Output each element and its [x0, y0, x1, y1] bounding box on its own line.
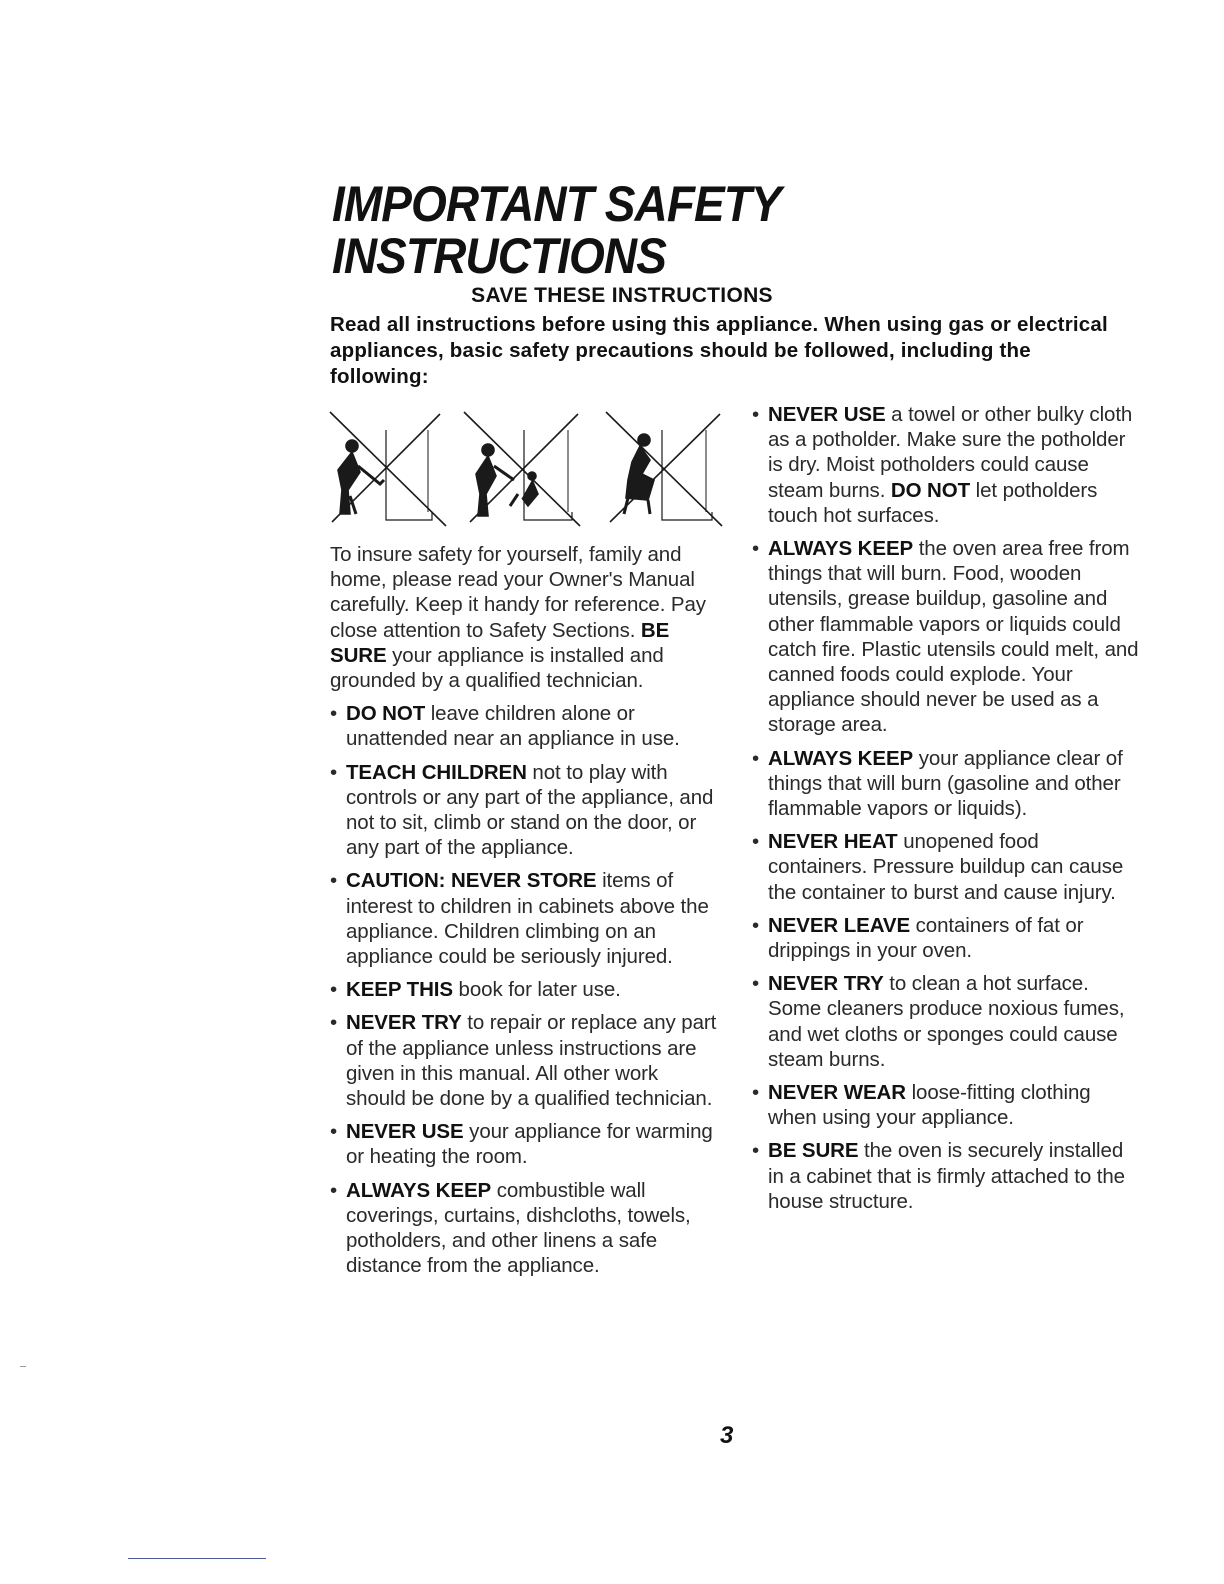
item-text: unopened food containers. Pressure buildup can cause the container to burst and cause injury. [768, 830, 1124, 904]
item-text: your appliance for warming or heating the room. [346, 1120, 713, 1169]
title-line-1: IMPORTANT SAFETY [332, 176, 781, 232]
page-number: 3 [720, 1422, 734, 1449]
bullet: • [752, 972, 760, 996]
footer-rule [128, 1558, 266, 1559]
safety-item-always-keep-oven-area [752, 536, 1142, 738]
safety-item-never-heat [752, 829, 1142, 905]
safety-item-never-leave [752, 913, 1142, 963]
item-text: book for later use. [452, 978, 621, 1002]
scan-mark [20, 1366, 26, 1367]
intro-lead-paragraph [330, 542, 720, 693]
item-text-2: let potholders touch hot surfaces. [768, 478, 1098, 527]
item-text: not to play with controls or any part of the appliance, and not to sit, climb or stand on the door, or any part of the appliance. [346, 760, 714, 860]
item-keyword: ALWAYS KEEP [768, 746, 914, 770]
safety-item-do-not-leave-children [330, 701, 720, 751]
prohibited-lean-on-door-icon [330, 412, 446, 526]
item-keyword: NEVER TRY [346, 1011, 462, 1035]
item-text: containers of fat or drippings in your oven. [768, 913, 1084, 963]
item-text: items of interest to children in cabinets above the appliance. Children climbing on an appliance could be seriously injured. [346, 869, 709, 969]
item-text: leave children alone or unattended near an appliance in use. [346, 702, 680, 751]
bullet: • [330, 1120, 338, 1144]
prohibited-sit-on-door-icon [606, 412, 722, 526]
safety-item-never-try-repair [330, 1010, 720, 1111]
item-text: the oven is securely installed in a cabinet that is firmly attached to the house structure. [768, 1139, 1125, 1213]
bullet: • [752, 746, 760, 770]
safety-item-always-keep-clear [752, 746, 1142, 822]
page-title [332, 178, 781, 282]
item-text: loose-fitting clothing when using your appliance. [768, 1081, 1091, 1130]
lead-text-1: To insure safety for yourself, family and home, please read your Owner's Manual carefully. Keep it handy for reference. Pay close attention to Safety Sections. [330, 543, 706, 642]
safety-item-never-try-clean [752, 971, 1142, 1072]
bullet: • [752, 537, 760, 561]
item-text: to repair or replace any part of the appliance unless instructions are given in this manual. All other work should be done by a qualified technician. [346, 1011, 717, 1111]
safety-item-keep-this-book [330, 977, 720, 1002]
safety-item-always-keep-combustibles [330, 1178, 720, 1279]
item-keyword: ALWAYS KEEP [768, 537, 914, 561]
lead-bold: BE SURE [330, 618, 670, 667]
item-text: your appliance clear of things that will burn (gasoline and other flammable vapors or liquids). [768, 746, 1123, 821]
item-keyword: ALWAYS KEEP [346, 1178, 492, 1202]
item-keyword: CAUTION: NEVER STORE [346, 869, 597, 893]
lead-text-2: your appliance is installed and grounded by a qualified technician. [330, 643, 664, 693]
save-instructions-heading: SAVE THESE INSTRUCTIONS [471, 284, 773, 307]
safety-item-never-store [330, 868, 720, 969]
item-keyword: NEVER HEAT [768, 830, 898, 854]
item-keyword: NEVER USE [346, 1120, 464, 1144]
item-keyword: NEVER WEAR [768, 1081, 906, 1105]
left-column [330, 542, 720, 1286]
bullet: • [330, 760, 338, 784]
bullet: • [752, 830, 760, 854]
title-line-2: INSTRUCTIONS [332, 228, 666, 284]
item-text: to clean a hot surface. Some cleaners produce noxious fumes, and wet cloths or sponges could cause steam burns. [768, 972, 1125, 1071]
bullet: • [330, 978, 338, 1002]
bullet: • [330, 869, 338, 893]
item-keyword-2: DO NOT [890, 478, 971, 502]
safety-item-never-use-towel [752, 402, 1142, 528]
bullet: • [752, 403, 760, 426]
bullet: • [330, 1011, 338, 1035]
item-keyword: KEEP THIS [346, 978, 453, 1002]
prohibited-child-climb-icon [464, 412, 580, 526]
item-keyword: BE SURE [768, 1139, 859, 1163]
item-keyword: TEACH CHILDREN [346, 760, 527, 784]
bullet: • [330, 1178, 338, 1202]
item-keyword: DO NOT [346, 702, 426, 726]
safety-item-never-wear [752, 1080, 1142, 1130]
bullet: • [752, 913, 760, 937]
safety-item-be-sure-installed [752, 1138, 1142, 1214]
bullet: • [752, 1139, 760, 1163]
safety-item-never-use-heating [330, 1119, 720, 1169]
item-keyword: NEVER TRY [768, 972, 884, 996]
intro-paragraph: Read all instructions before using this appliance. When using gas or electrical appliances, basic safety precautions should be followed, including the following: [330, 313, 1108, 388]
bullet: • [330, 702, 338, 726]
safety-item-teach-children [330, 760, 720, 861]
item-text: the oven area free from things that will burn. Food, wooden utensils, grease buildup, gasoline and other flammable vapors or liquids could catch fire. Plastic utensils could melt, and canned foods could explode. Your appliance should never be used as a storage area. [768, 537, 1139, 737]
bullet: • [752, 1081, 760, 1105]
item-keyword: NEVER LEAVE [768, 913, 911, 937]
right-column [752, 402, 1142, 1222]
item-text: a towel or other bulky cloth as a potholder. Make sure the potholder is dry. Moist potholders could cause steam burns. [768, 403, 1133, 502]
item-keyword: NEVER USE [768, 403, 886, 426]
item-text: combustible wall coverings, curtains, dishcloths, towels, potholders, and other linens a safe distance from the appliance. [346, 1178, 691, 1278]
safety-icons [328, 410, 724, 530]
